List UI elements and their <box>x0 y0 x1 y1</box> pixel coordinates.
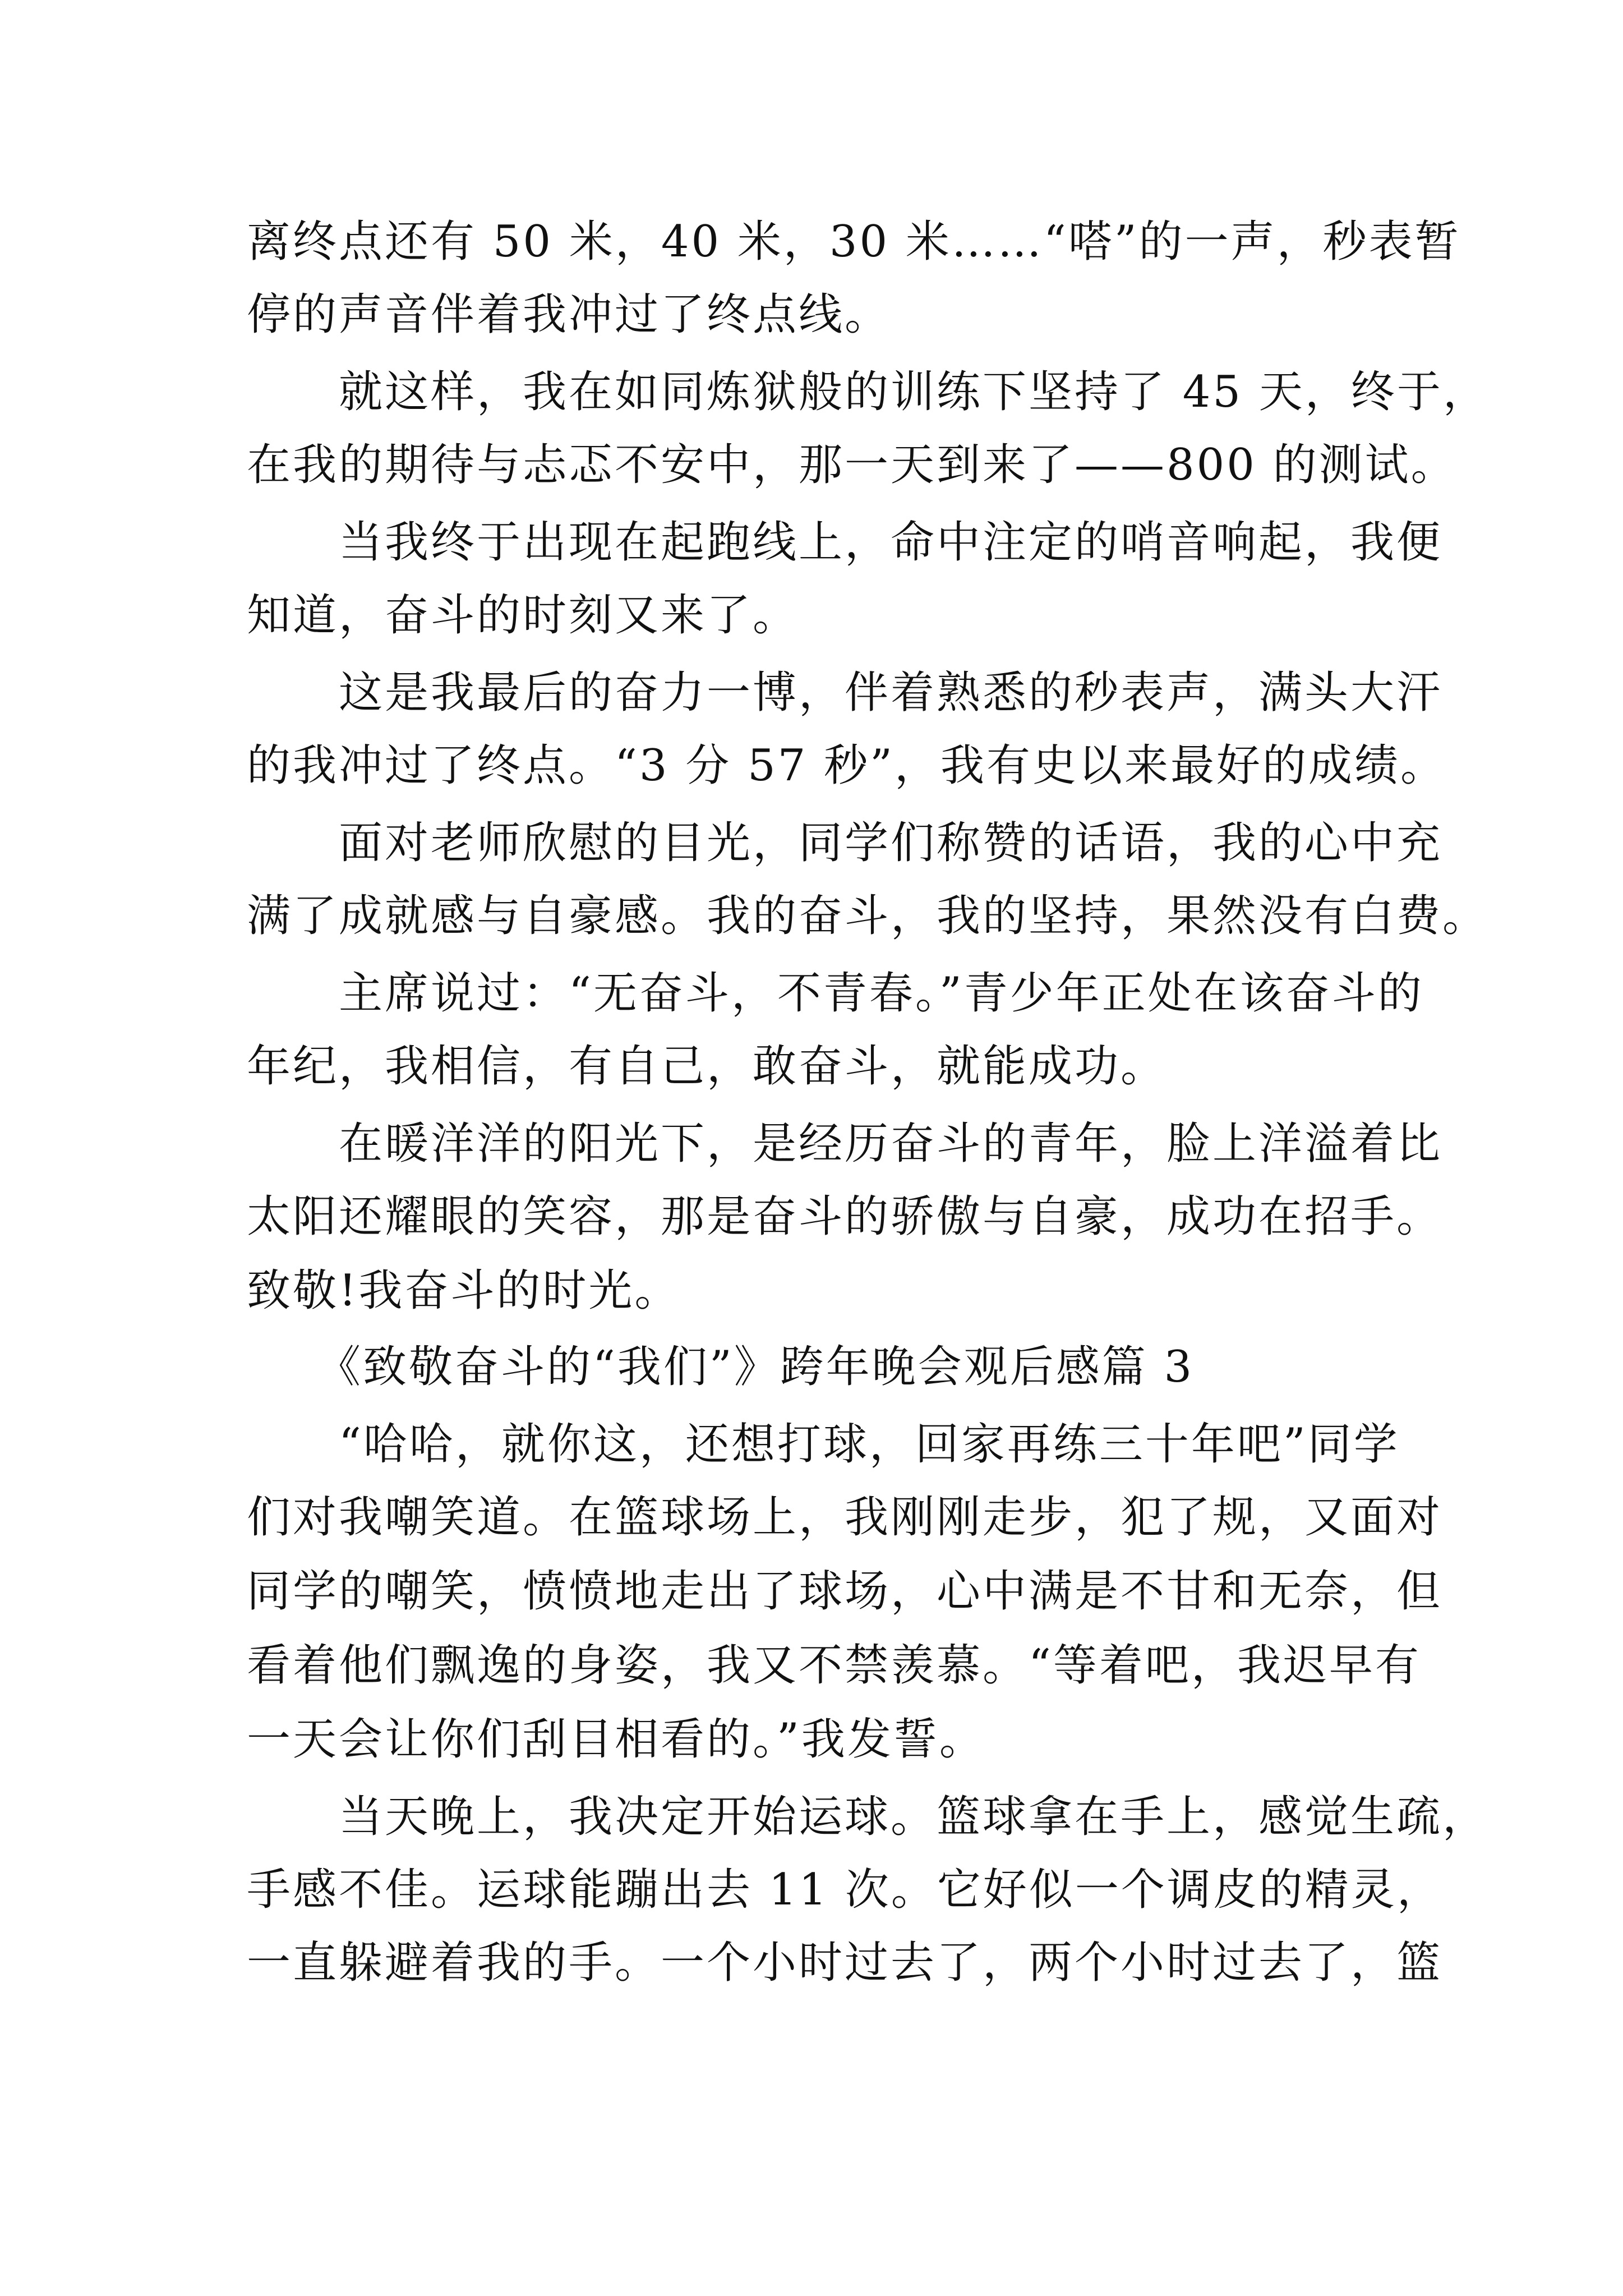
text-line-21: 一天会让你们刮目相看的。”我发誓。 <box>247 1714 985 1765</box>
text-line-11: 主席说过：“无奋斗，不青春。”青少年正处在该奋斗的 <box>247 968 1424 1019</box>
text-line-13: 在暖洋洋的阳光下，是经历奋斗的青年，脸上洋溢着比 <box>247 1119 1443 1169</box>
text-line-10: 满了成就感与自豪感。我的奋斗，我的坚持，果然没有白费。 <box>247 891 1489 941</box>
text-line-5: 当我终于出现在起跑线上，命中注定的哨音响起，我便 <box>247 517 1443 568</box>
text-line-24: 一直躲避着我的手。一个小时过去了，两个小时过去了，篮 <box>247 1938 1443 1988</box>
text-line-9: 面对老师欣慰的目光，同学们称赞的话语，我的心中充 <box>247 818 1443 868</box>
section-heading: 《致敬奋斗的“我们”》跨年晚会观后感篇 3 <box>247 1342 1195 1392</box>
text-line-6: 知道，奋斗的时刻又来了。 <box>247 590 799 641</box>
text-line-12: 年纪，我相信，有自己，敢奋斗，就能成功。 <box>247 1041 1167 1092</box>
text-line-22: 当天晚上，我决定开始运球。篮球拿在手上，感觉生疏， <box>247 1792 1489 1842</box>
text-line-3: 就这样，我在如同炼狱般的训练下坚持了 45 天，终于， <box>247 367 1489 417</box>
text-line-20: 看着他们飘逸的身姿，我又不禁羡慕。“等着吧，我迟早有 <box>247 1640 1421 1691</box>
text-line-1: 离终点还有 50 米，40 米，30 米……“嗒”的一声，秒表暂 <box>247 217 1461 267</box>
text-line-2: 停的声音伴着我冲过了终点线。 <box>247 289 891 340</box>
text-line-8: 的我冲过了终点。“3 分 57 秒”，我有史以来最好的成绩。 <box>247 740 1447 791</box>
text-line-19: 同学的嘲笑，愤愤地走出了球场，心中满是不甘和无奈，但 <box>247 1566 1443 1617</box>
text-line-7: 这是我最后的奋力一博，伴着熟悉的秒表声，满头大汗 <box>247 668 1443 718</box>
text-line-18: 们对我嘲笑道。在篮球场上，我刚刚走步，犯了规，又面对 <box>247 1492 1443 1543</box>
text-line-14: 太阳还耀眼的笑容，那是奋斗的骄傲与自豪，成功在招手。 <box>247 1191 1443 1242</box>
text-line-4: 在我的期待与忐忑不安中，那一天到来了——800 的测试。 <box>247 440 1457 490</box>
text-line-23: 手感不佳。运球能蹦出去 11 次。它好似一个调皮的精灵， <box>247 1865 1443 1915</box>
text-line-17: “哈哈，就你这，还想打球，回家再练三十年吧”同学 <box>247 1419 1400 1470</box>
text-line-15: 致敬!我奋斗的时光。 <box>247 1266 681 1316</box>
